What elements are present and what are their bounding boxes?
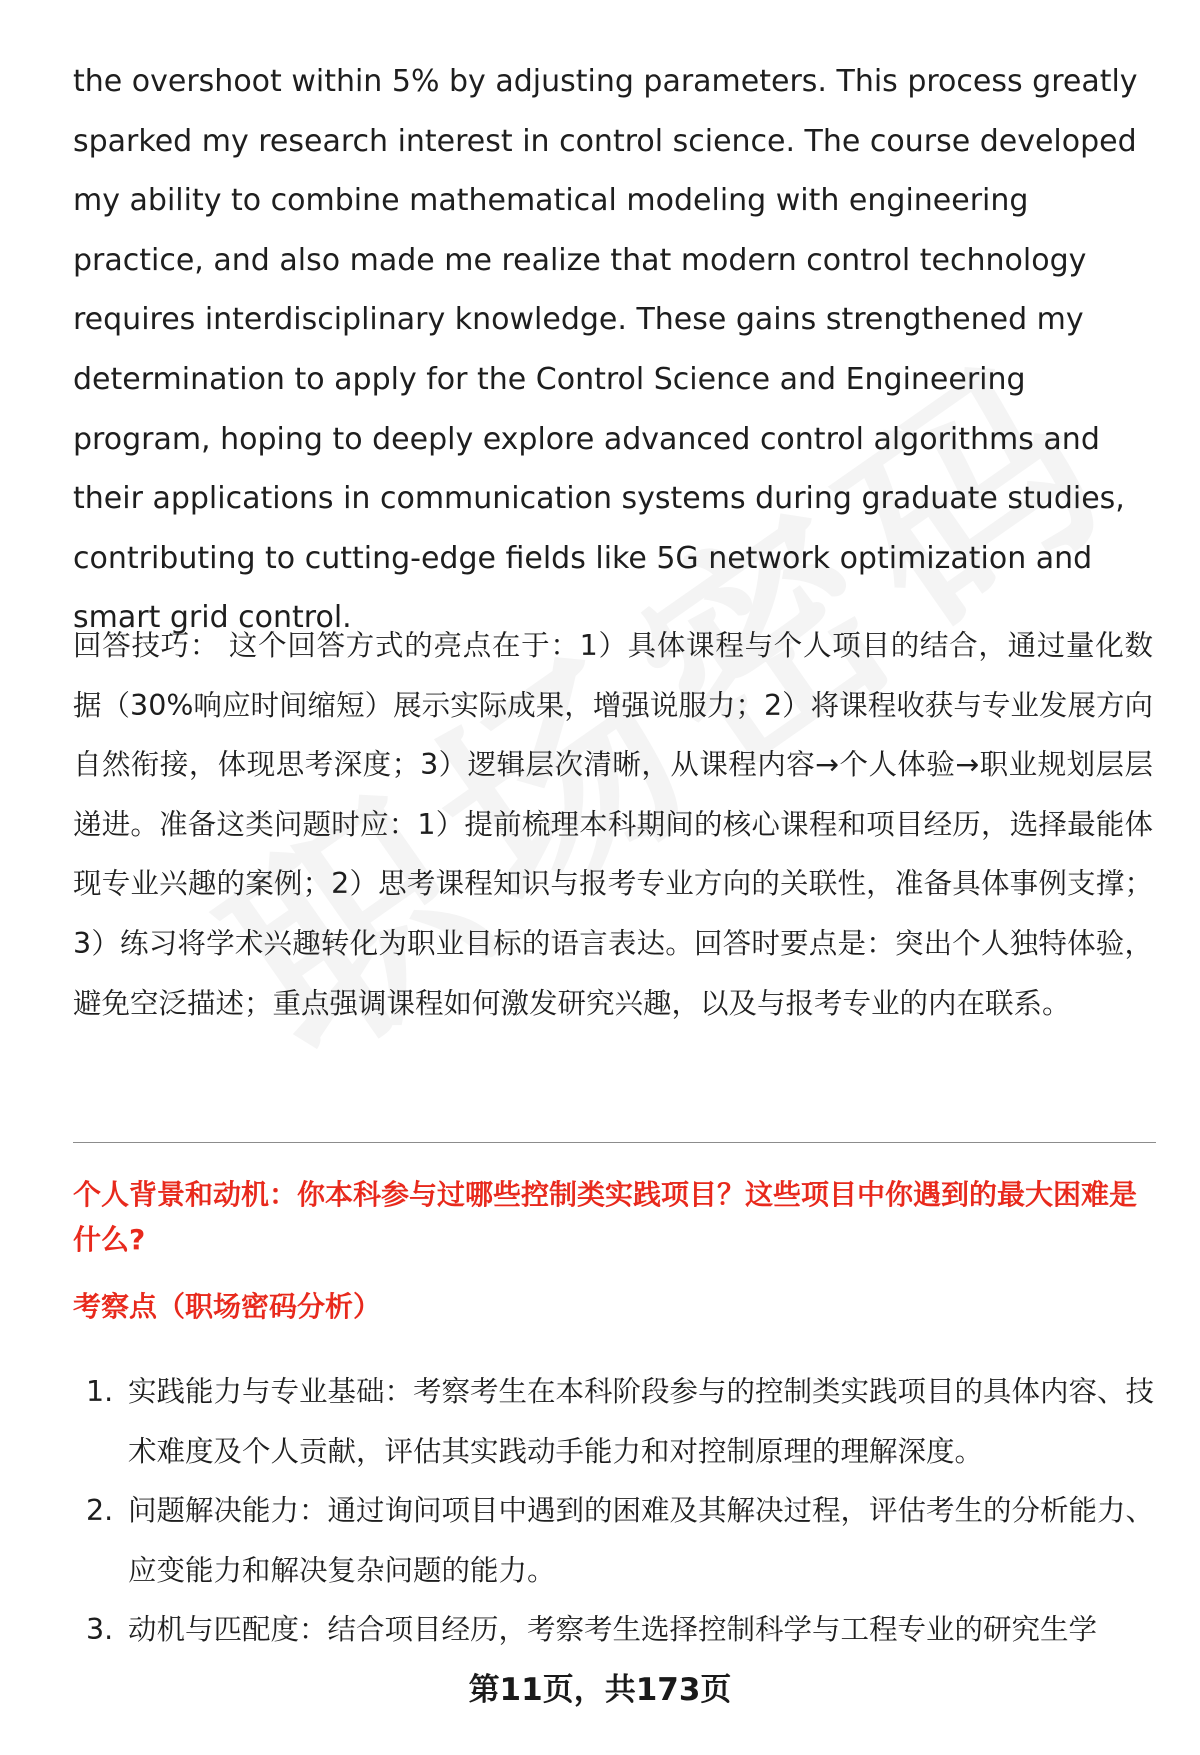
answer-tips-paragraph: 回答技巧： 这个回答方式的亮点在于：1）具体课程与个人项目的结合，通过量化数据（30%响应时间缩短）展示实际成果，增强说服力；2）将课程收获与专业发展方向自然衔接，体现思考深度；3）逻辑层次清晰，从课程内容→个人体验→职业规划层层递进。准备这类问题时应：1）提前梳理本科期间的核心课程和项目经历，选择最能体现专业兴趣的案例；2）思考课程知识与报考专业方向的关联性，准备具体事例支撑；3）练习将学术兴趣转化为职业目标的语言表达。回答时要点是：突出个人独特体验，避免空泛描述；重点强调课程如何激发研究兴趣，以及与报考专业的内在联系。: [73, 629, 1153, 1020]
list-item: [73, 1481, 1163, 1600]
list-item-text: 动机与匹配度：结合项目经历，考察考生选择控制科学与工程专业的研究生学: [128, 1613, 1098, 1647]
list-item-number: 2.: [86, 1494, 114, 1528]
question-heading: 个人背景和动机：你本科参与过哪些控制类实践项目？这些项目中你遇到的最大困难是什么?: [73, 1178, 1138, 1256]
list-item-number: 1.: [86, 1375, 114, 1408]
english-paragraph: the overshoot within 5% by adjusting parameters. This process greatly sparked my research interest in control science. The course developed my ability to combine mathematical modeling with engineering practice, and also made me realize that modern control technology requires interdisciplinary knowledge. These gains strengthened my determination to apply for the Control Science and Engineering program, hoping to deeply explore advanced control algorithms and their applications in communication systems during graduate studies, contributing to cutting-edge fields like 5G network optimization and smart grid control.: [73, 64, 1138, 636]
section-divider: [73, 1142, 1156, 1143]
page-number-footer: 第11页，共173页: [468, 1672, 732, 1708]
assessment-points-heading: 考察点（职场密码分析）: [73, 1290, 382, 1323]
list-item: [73, 1600, 1163, 1660]
list-item-text: 问题解决能力：通过询问项目中遇到的困难及其解决过程，评估考生的分析能力、应变能力和解决复杂问题的能力。: [128, 1494, 1155, 1587]
list-item: [73, 1362, 1163, 1481]
list-item-text: 实践能力与专业基础：考察考生在本科阶段参与的控制类实践项目的具体内容、技术难度及个人贡献，评估其实践动手能力和对控制原理的理解深度。: [128, 1375, 1155, 1468]
list-item-number: 3.: [86, 1613, 114, 1647]
assessment-points-list: [73, 1362, 1163, 1660]
